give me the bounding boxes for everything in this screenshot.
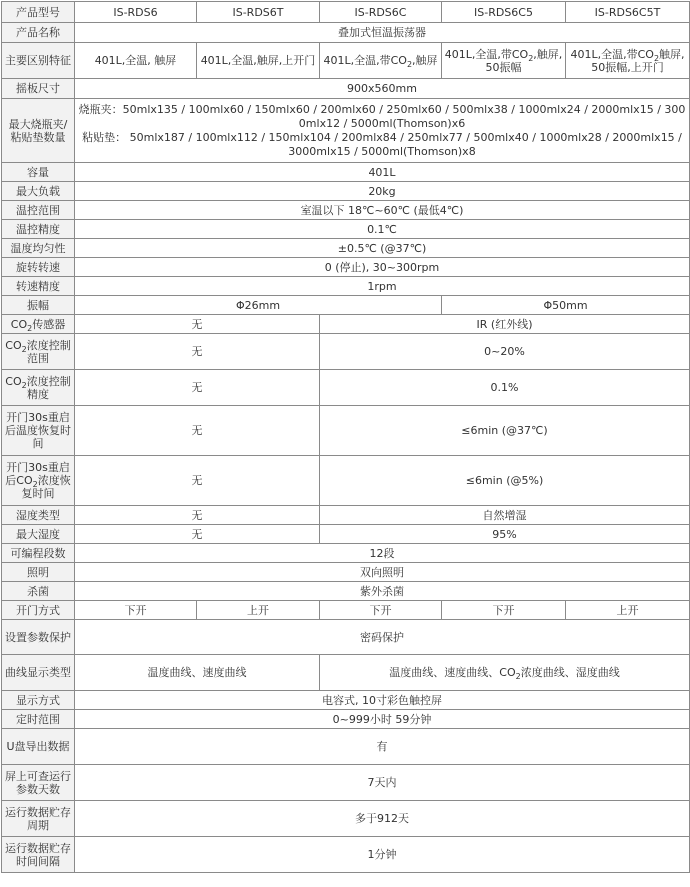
usb-export-label: U盘导出数据: [2, 729, 75, 765]
curves-value-a: 温度曲线、速度曲线: [75, 655, 320, 691]
speed-precision-label: 转速精度: [2, 277, 75, 296]
model-label: 产品型号: [2, 2, 75, 23]
max-load-value: 20kg: [75, 182, 690, 201]
humidity-type-value-a: 无: [75, 506, 320, 525]
row-co2-precision: [2, 370, 690, 406]
temp-uniformity-label: 温度均匀性: [2, 239, 75, 258]
door-cell: 上开: [197, 601, 320, 620]
storage-period-value: 多于912天: [75, 801, 690, 837]
row-product-name: [2, 23, 690, 43]
row-lighting: [2, 563, 690, 582]
main-diff-cell: 401L,全温,触屏,上开门: [197, 43, 320, 79]
row-program-steps: [2, 544, 690, 563]
row-co2-recovery: [2, 456, 690, 506]
max-load-label: 最大负载: [2, 182, 75, 201]
row-door: [2, 601, 690, 620]
program-steps-label: 可编程段数: [2, 544, 75, 563]
storage-interval-value: 1分钟: [75, 837, 690, 873]
main-diff-cell: 401L,全温,带$CO_2$,触屏: [320, 43, 442, 79]
param-protect-label: 设置参数保护: [2, 620, 75, 655]
co2-sensor-label: $CO_2$传感器: [2, 315, 75, 334]
row-main-diff: [2, 43, 690, 79]
row-temp-range: [2, 201, 690, 220]
model-cell: IS-RDS6T: [197, 2, 320, 23]
door-cell: 下开: [320, 601, 442, 620]
row-speed: [2, 258, 690, 277]
row-speed-precision: [2, 277, 690, 296]
row-curves: [2, 655, 690, 691]
lighting-value: 双向照明: [75, 563, 690, 582]
row-tray-size: [2, 79, 690, 99]
tray-size-value: 900x560mm: [75, 79, 690, 99]
amplitude-value-a: Φ26mm: [75, 296, 442, 315]
co2-precision-value-a: 无: [75, 370, 320, 406]
door-cell: 下开: [442, 601, 566, 620]
row-co2-sensor: [2, 315, 690, 334]
door-cell: 上开: [566, 601, 690, 620]
co2-range-value-b: 0~20%: [320, 334, 690, 370]
temp-precision-label: 温控精度: [2, 220, 75, 239]
main-diff-cell: 401L,全温,带$CO_2$,触屏,50振幅: [442, 43, 566, 79]
lighting-label: 照明: [2, 563, 75, 582]
storage-period-label: 运行数据贮存周期: [2, 801, 75, 837]
max-humidity-label: 最大湿度: [2, 525, 75, 544]
program-steps-value: 12段: [75, 544, 690, 563]
model-cell: IS-RDS6: [75, 2, 197, 23]
run-days-label: 屏上可查运行参数天数: [2, 765, 75, 801]
display-value: 电容式, 10寸彩色触控屏: [75, 691, 690, 710]
co2-sensor-value-b: IR (红外线): [320, 315, 690, 334]
sterilize-value: 紫外杀菌: [75, 582, 690, 601]
speed-precision-value: 1rpm: [75, 277, 690, 296]
product-name-label: 产品名称: [2, 23, 75, 43]
main-diff-cell: 401L,全温, 触屏: [75, 43, 197, 79]
product-name-value: 叠加式恒温振荡器: [75, 23, 690, 43]
row-temp-precision: [2, 220, 690, 239]
co2-precision-value-b: 0.1%: [320, 370, 690, 406]
row-model: [2, 2, 690, 23]
max-humidity-value-a: 无: [75, 525, 320, 544]
row-display: [2, 691, 690, 710]
main-diff-cell: 401L,全温,带$CO_2$触屏,50振幅,上开门: [566, 43, 690, 79]
max-flasks-label: 最大烧瓶夹/粘贴垫数量: [2, 99, 75, 163]
temp-precision-value: 0.1℃: [75, 220, 690, 239]
spec-table: [1, 1, 690, 873]
co2-range-value-a: 无: [75, 334, 320, 370]
humidity-type-value-b: 自然增湿: [320, 506, 690, 525]
capacity-label: 容量: [2, 163, 75, 182]
model-cell: IS-RDS6C5: [442, 2, 566, 23]
row-timer: [2, 710, 690, 729]
temp-recovery-value-b: ≤6min (@37℃): [320, 406, 690, 456]
temp-recovery-label: 开门30s重启后温度恢复时间: [2, 406, 75, 456]
door-cell: 下开: [75, 601, 197, 620]
model-cell: IS-RDS6C5T: [566, 2, 690, 23]
usb-export-value: 有: [75, 729, 690, 765]
row-storage-period: [2, 801, 690, 837]
storage-interval-label: 运行数据贮存时间间隔: [2, 837, 75, 873]
row-sterilize: [2, 582, 690, 601]
amplitude-value-b: Φ50mm: [442, 296, 690, 315]
max-flasks-value: [75, 99, 690, 163]
temp-uniformity-value: ±0.5℃ (@37℃): [75, 239, 690, 258]
co2-sensor-value-a: 无: [75, 315, 320, 334]
speed-value: 0 (停止), 30~300rpm: [75, 258, 690, 277]
row-param-protect: [2, 620, 690, 655]
row-storage-interval: [2, 837, 690, 873]
row-run-days: [2, 765, 690, 801]
speed-label: 旋转转速: [2, 258, 75, 277]
sterilize-label: 杀菌: [2, 582, 75, 601]
row-usb-export: [2, 729, 690, 765]
curves-label: 曲线显示类型: [2, 655, 75, 691]
sticky-pad-list: 粘贴垫： 50mlx187 / 100mlx112 / 150mlx104 / 200mlx84 / 250mlx77 / 500mlx40 / 1000mlx28 / 2000mlx15 / 3000mlx15 / 5000ml(Thomson)x8: [82, 130, 682, 158]
tray-size-label: 摇板尺寸: [2, 79, 75, 99]
row-amplitude: [2, 296, 690, 315]
row-co2-range: [2, 334, 690, 370]
row-temp-recovery: [2, 406, 690, 456]
co2-range-label: $CO_2$浓度控制范围: [2, 334, 75, 370]
amplitude-label: 振幅: [2, 296, 75, 315]
timer-label: 定时范围: [2, 710, 75, 729]
row-humidity-type: [2, 506, 690, 525]
row-max-flasks: [2, 99, 690, 163]
co2-recovery-label: 开门30s重启后$CO_2$浓度恢复时间: [2, 456, 75, 506]
flask-clamp-list: 烧瓶夹：50mlx135 / 100mlx60 / 150mlx60 / 200mlx60 / 250mlx60 / 500mlx38 / 1000mlx24 / 2000mlx15 / 3000mlx12 / 5000ml(Thomson)x6: [78, 102, 686, 130]
model-cell: IS-RDS6C: [320, 2, 442, 23]
run-days-value: 7天内: [75, 765, 690, 801]
co2-recovery-value-a: 无: [75, 456, 320, 506]
co2-precision-label: $CO_2$浓度控制精度: [2, 370, 75, 406]
curves-value-b: 温度曲线、速度曲线、$CO_2$浓度曲线、湿度曲线: [320, 655, 690, 691]
row-max-load: [2, 182, 690, 201]
temp-range-value: 室温以下 18℃~60℃ (最低4℃): [75, 201, 690, 220]
display-label: 显示方式: [2, 691, 75, 710]
param-protect-value: 密码保护: [75, 620, 690, 655]
row-capacity: [2, 163, 690, 182]
temp-recovery-value-a: 无: [75, 406, 320, 456]
timer-value: 0~999小时 59分钟: [75, 710, 690, 729]
row-temp-uniformity: [2, 239, 690, 258]
humidity-type-label: 湿度类型: [2, 506, 75, 525]
co2-recovery-value-b: ≤6min (@5%): [320, 456, 690, 506]
capacity-value: 401L: [75, 163, 690, 182]
temp-range-label: 温控范围: [2, 201, 75, 220]
main-diff-label: 主要区别特征: [2, 43, 75, 79]
door-label: 开门方式: [2, 601, 75, 620]
row-max-humidity: [2, 525, 690, 544]
max-humidity-value-b: 95%: [320, 525, 690, 544]
